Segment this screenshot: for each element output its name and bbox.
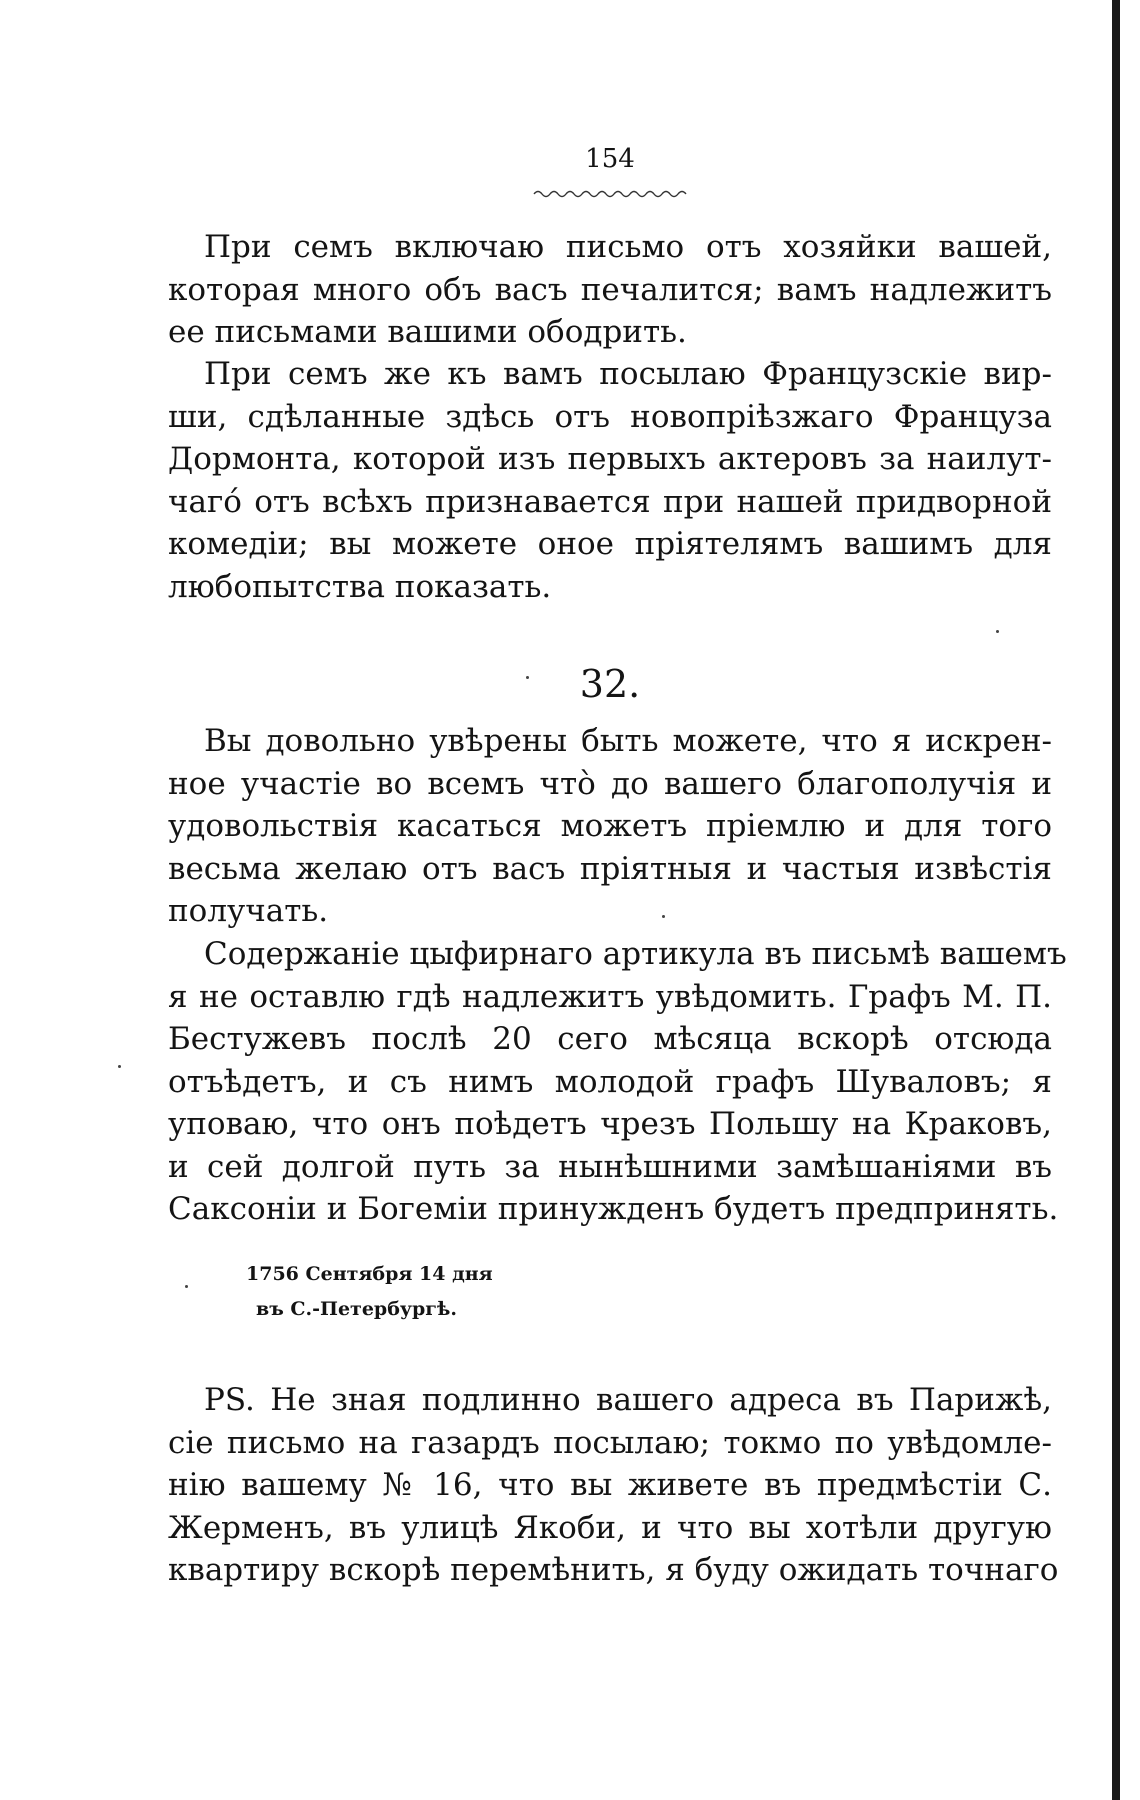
page-edge-shadow bbox=[1112, 0, 1120, 1800]
text-line: ное участіе во всемъ чтò до вашего благополучія и bbox=[168, 765, 1052, 802]
page-number: 154 bbox=[585, 144, 635, 174]
postscript bbox=[168, 1379, 1059, 1592]
scan-speck bbox=[662, 915, 665, 918]
text-line: любопытства показать. bbox=[168, 568, 552, 605]
text-line: нію вашему № 16, что вы живете въ предмѣстіи С. bbox=[168, 1467, 1052, 1503]
signoff-place: въ С.-Петербургѣ. bbox=[256, 1298, 457, 1320]
text-line: чагó отъ всѣхъ признавается при нашей придворной bbox=[168, 483, 1052, 520]
text-line: PS. Не зная подлинно вашего адреса въ Парижѣ, bbox=[204, 1382, 1052, 1418]
scan-speck bbox=[526, 676, 529, 679]
signoff-date: 1756 Сентября 14 дня bbox=[246, 1263, 493, 1285]
paragraph-4 bbox=[168, 933, 1067, 1231]
text-line: Содержаніе цыфирнаго артикула въ письмѣ вашемъ bbox=[204, 936, 1067, 972]
text-line: ее письмами вашими ободрить. bbox=[168, 314, 687, 350]
text-line: ши, сдѣланные здѣсь отъ новопріѣзжаго Француза bbox=[168, 398, 1052, 435]
text-line: которая много объ васъ печалится; вамъ надлежитъ bbox=[168, 271, 1052, 308]
text-line: я не оставлю гдѣ надлежитъ увѣдомить. Графъ М. П. bbox=[168, 978, 1052, 1015]
signoff bbox=[246, 1257, 493, 1327]
text-line: сіе письмо на газардъ посылаю; токмо по увѣдомле- bbox=[168, 1424, 1052, 1461]
text-line: комедіи; вы можете оное пріятелямъ вашимъ для bbox=[168, 526, 1052, 562]
text-line: Дормонта, которой изъ первыхъ актеровъ за наилут- bbox=[168, 441, 1052, 477]
text-line: уповаю, что онъ поѣдетъ чрезъ Польшу на Краковъ, bbox=[168, 1106, 1052, 1142]
text-line: Вы довольно увѣрены быть можете, что я искрен- bbox=[204, 723, 1052, 759]
text-line: При семъ включаю письмо отъ хозяйки вашей, bbox=[204, 229, 1052, 265]
scan-speck bbox=[185, 1285, 188, 1288]
text-line: Жерменъ, въ улицѣ Якоби, и что вы хотѣли другую bbox=[168, 1509, 1052, 1546]
text-line: весьма желаю отъ васъ пріятныя и частыя извѣстія bbox=[168, 850, 1052, 887]
text-line: квартиру вскорѣ перемѣнить, я буду ожидать точнаго bbox=[168, 1552, 1059, 1588]
letter-number: 32. bbox=[579, 662, 641, 706]
text-line: отъѣдетъ, и съ нимъ молодой графъ Шуваловъ; я bbox=[168, 1063, 1052, 1100]
paragraph-2 bbox=[168, 353, 1052, 608]
paragraph-3 bbox=[168, 720, 1052, 933]
paragraph-1 bbox=[168, 226, 1052, 354]
text-line: получать. bbox=[168, 893, 329, 929]
scan-speck bbox=[118, 1065, 121, 1068]
text-line: и сей долгой путь за нынѣшними замѣшаніями въ bbox=[168, 1148, 1052, 1185]
text-line: При семъ же къ вамъ посылаю Французскіе вир- bbox=[204, 356, 1052, 392]
scan-speck bbox=[996, 630, 999, 633]
page-number-ornament bbox=[532, 188, 688, 200]
text-line: удовольствія касаться можетъ пріемлю и для того bbox=[168, 808, 1052, 844]
text-line: Бестужевъ послѣ 20 сего мѣсяца вскорѣ отсюда bbox=[168, 1021, 1052, 1057]
text-line: Саксоніи и Богеміи принужденъ будетъ предпринять. bbox=[168, 1191, 1059, 1227]
